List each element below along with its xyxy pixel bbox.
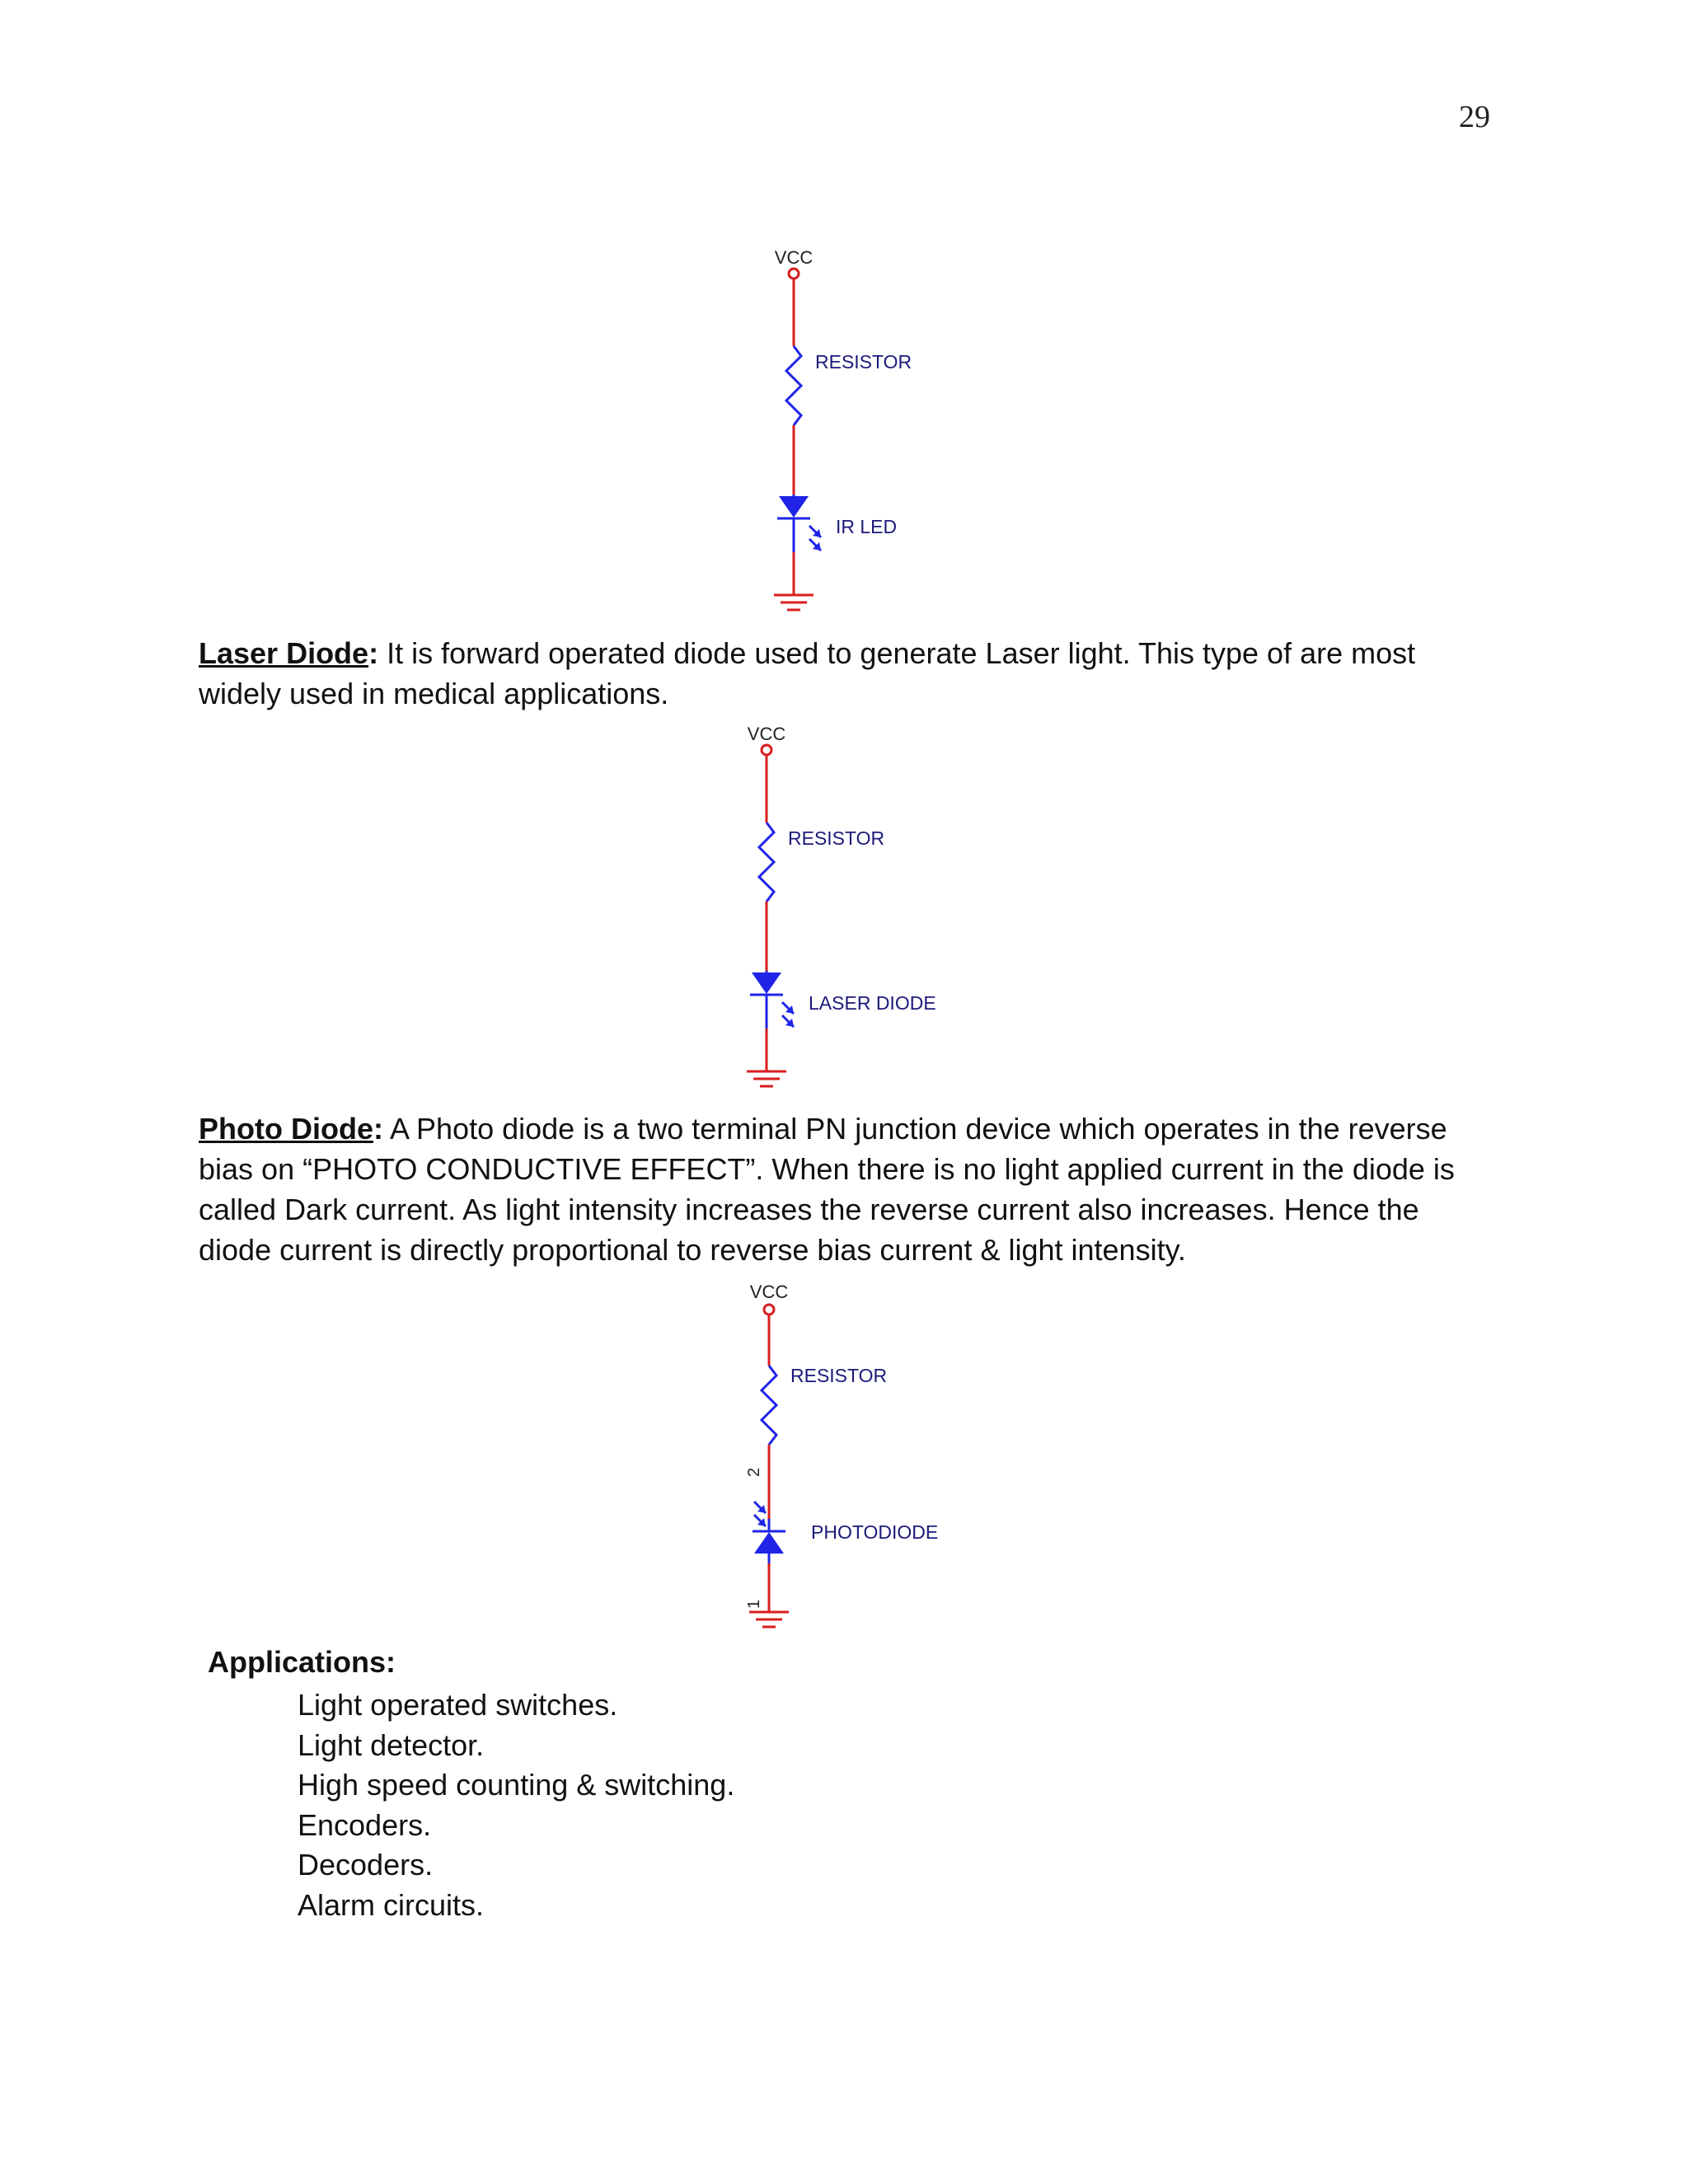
resistor-label: RESISTOR — [790, 1365, 888, 1386]
resistor-label: RESISTOR — [815, 351, 912, 373]
list-item: Alarm circuits. — [298, 1887, 485, 1922]
laser-diode-term: Laser Diode — [199, 636, 369, 670]
laser-diode-colon: : — [368, 636, 379, 670]
laser-diode-text: It is forward operated diode used to generate Laser light. This type of are most widely used in medical applications. — [199, 636, 1416, 710]
pin-1-label: 1 — [745, 1599, 763, 1609]
applications-list — [298, 1685, 734, 1925]
list-item: Light operated switches. — [298, 1688, 618, 1722]
resistor-icon — [786, 346, 801, 425]
list-item: Encoders. — [298, 1807, 432, 1842]
vcc-label: VCC — [774, 247, 814, 268]
ground-icon — [774, 595, 814, 610]
vcc-terminal — [762, 745, 771, 755]
photodiode-circuit — [717, 1273, 964, 1644]
vcc-terminal — [764, 1305, 774, 1315]
list-item: High speed counting & switching. — [298, 1768, 735, 1802]
device-label: LASER DIODE — [809, 992, 936, 1014]
applications-heading: Applications: — [208, 1645, 396, 1679]
photo-diode-paragraph — [199, 1108, 1493, 1270]
device-label: PHOTODIODE — [811, 1521, 939, 1543]
resistor-icon — [762, 1366, 776, 1445]
device-label: IR LED — [836, 516, 898, 537]
vcc-label: VCC — [749, 1282, 789, 1302]
list-item: Decoders. — [298, 1848, 434, 1882]
photo-diode-term: Photo Diode — [199, 1112, 373, 1146]
resistor-icon — [759, 823, 774, 902]
vcc-label: VCC — [747, 724, 786, 744]
vcc-terminal — [789, 269, 799, 279]
list-item: Light detector. — [298, 1727, 485, 1762]
ir-led-circuit — [742, 239, 956, 635]
resistor-label: RESISTOR — [788, 827, 885, 849]
ground-icon — [747, 1071, 786, 1086]
laser-diode-circuit — [715, 715, 962, 1111]
laser-diode-paragraph — [199, 633, 1493, 714]
photo-diode-text: A Photo diode is a two terminal PN junction device which operates in the reverse bias on “PHOTO CONDUCTIVE EFFECT”. When there is no light applied current in the diode is called Dark current. As light intensity increases the reverse current also increases. Hence the diode current is directly proportional to reverse bias current & light intensity. — [199, 1112, 1455, 1267]
ground-icon — [749, 1612, 789, 1627]
page-number: 29 — [1459, 100, 1490, 134]
led-icon — [777, 494, 821, 552]
led-icon — [750, 971, 794, 1029]
pin-2-label: 2 — [745, 1467, 763, 1477]
photo-diode-colon: : — [373, 1112, 383, 1146]
